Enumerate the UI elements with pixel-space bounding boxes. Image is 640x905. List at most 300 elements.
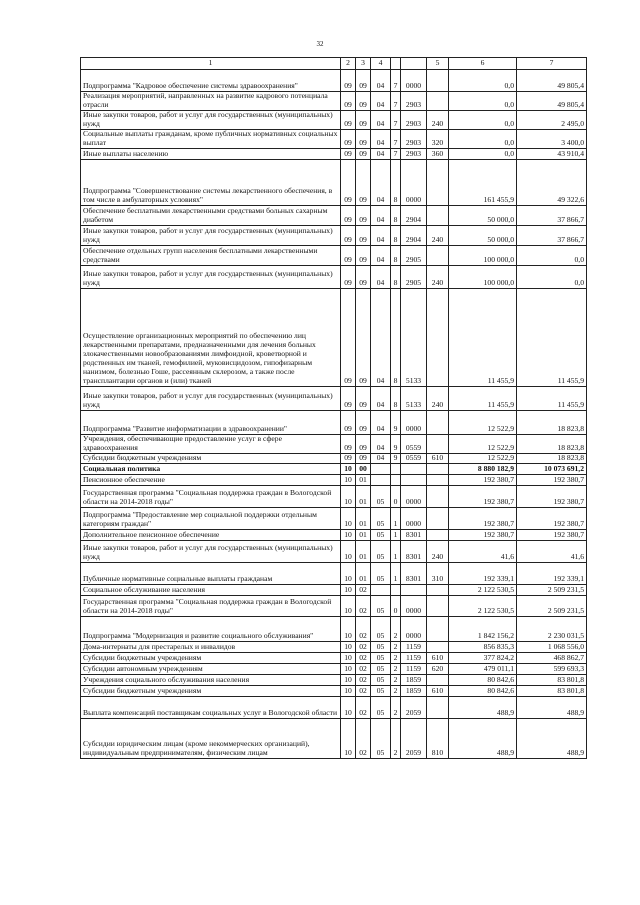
subprogram-code-cell: 9	[391, 453, 401, 463]
amount-year1-cell: 2 122 530,5	[449, 595, 517, 616]
amount-year1-cell: 50 000,0	[449, 205, 517, 225]
amount-year1-cell: 100 000,0	[449, 265, 517, 288]
program-code-cell: 04	[371, 92, 391, 111]
subprogram-code-cell: 2	[391, 696, 401, 718]
section-code-cell: 10	[341, 562, 356, 584]
direction-code-cell: 0000	[401, 70, 427, 92]
subprogram-code-cell: 9	[391, 434, 401, 453]
column-header: 6	[449, 58, 517, 70]
direction-code-cell: 5133	[401, 288, 427, 386]
amount-year2-cell: 2 230 031,5	[517, 616, 587, 641]
section-code-cell: 09	[341, 410, 356, 434]
row-name-cell: Осуществление организационных мероприятий по обеспечению лиц лекарственными препаратами, предназначенными для лечения больных злокачественными новообразованиями лимфоидной, кроветворной и родственных им тканей, гемофилией, муковисцидозом, гипофизарным нанизмом, болезнью Гоше, рассеянным склерозом, а также после трансплантации органов и (или) тканей	[81, 288, 341, 386]
table-row	[81, 159, 587, 205]
direction-code-cell	[401, 474, 427, 485]
expense-type-cell	[427, 616, 449, 641]
amount-year1-cell: 192 380,7	[449, 507, 517, 529]
subsection-code-cell: 09	[356, 288, 371, 386]
direction-code-cell: 2059	[401, 696, 427, 718]
subprogram-code-cell: 2	[391, 718, 401, 758]
program-code-cell: 04	[371, 159, 391, 205]
direction-code-cell: 2903	[401, 110, 427, 129]
table-row	[81, 386, 587, 410]
subprogram-code-cell: 1	[391, 529, 401, 540]
row-name-cell: Иные выплаты населению	[81, 148, 341, 159]
subprogram-code-cell: 8	[391, 288, 401, 386]
section-code-cell: 09	[341, 129, 356, 148]
subsection-code-cell: 01	[356, 540, 371, 562]
amount-year2-cell: 192 380,7	[517, 474, 587, 485]
table-row	[81, 562, 587, 584]
direction-code-cell: 8301	[401, 562, 427, 584]
table-row	[81, 245, 587, 265]
program-code-cell: 04	[371, 225, 391, 245]
direction-code-cell: 0000	[401, 485, 427, 507]
table-row	[81, 696, 587, 718]
program-code-cell: 04	[371, 288, 391, 386]
amount-year2-cell: 192 339,1	[517, 562, 587, 584]
table-row	[81, 70, 587, 92]
expense-type-cell	[427, 434, 449, 453]
column-header: 2	[341, 58, 356, 70]
subsection-code-cell: 09	[356, 92, 371, 111]
table-row	[81, 674, 587, 685]
amount-year1-cell: 100 000,0	[449, 245, 517, 265]
column-header: 1	[81, 58, 341, 70]
direction-code-cell: 1859	[401, 685, 427, 696]
section-code-cell: 10	[341, 696, 356, 718]
direction-code-cell: 8301	[401, 540, 427, 562]
table-row	[81, 148, 587, 159]
column-header: 4	[371, 58, 391, 70]
table-row	[81, 641, 587, 652]
section-code-cell: 10	[341, 674, 356, 685]
expense-type-cell	[427, 529, 449, 540]
section-code-cell: 09	[341, 110, 356, 129]
subsection-code-cell: 02	[356, 685, 371, 696]
subsection-code-cell: 02	[356, 595, 371, 616]
amount-year2-cell: 192 380,7	[517, 507, 587, 529]
direction-code-cell: 1159	[401, 641, 427, 652]
table-row	[81, 288, 587, 386]
expense-type-cell: 240	[427, 265, 449, 288]
subsection-code-cell: 02	[356, 616, 371, 641]
direction-code-cell: 2903	[401, 129, 427, 148]
subprogram-code-cell: 8	[391, 225, 401, 245]
expense-type-cell: 610	[427, 453, 449, 463]
amount-year1-cell: 488,9	[449, 718, 517, 758]
table-row	[81, 663, 587, 674]
subprogram-code-cell: 0	[391, 595, 401, 616]
amount-year2-cell: 0,0	[517, 265, 587, 288]
subsection-code-cell: 00	[356, 463, 371, 474]
subprogram-code-cell: 2	[391, 674, 401, 685]
amount-year1-cell: 50 000,0	[449, 225, 517, 245]
section-code-cell: 09	[341, 70, 356, 92]
table-header-row	[81, 58, 587, 70]
expense-type-cell	[427, 474, 449, 485]
subsection-code-cell: 01	[356, 485, 371, 507]
expense-type-cell: 610	[427, 652, 449, 663]
program-code-cell: 05	[371, 529, 391, 540]
subsection-code-cell: 01	[356, 562, 371, 584]
program-code-cell: 05	[371, 562, 391, 584]
section-code-cell: 09	[341, 148, 356, 159]
row-name-cell: Субсидии юридическим лицам (кроме некоммерческих организаций), индивидуальным предпринимателям, физическим лицам	[81, 718, 341, 758]
program-code-cell: 04	[371, 70, 391, 92]
amount-year2-cell: 2 509 231,5	[517, 584, 587, 595]
amount-year2-cell: 18 823,8	[517, 410, 587, 434]
subprogram-code-cell: 2	[391, 652, 401, 663]
subprogram-code-cell: 8	[391, 245, 401, 265]
amount-year1-cell: 479 011,1	[449, 663, 517, 674]
table-row	[81, 474, 587, 485]
section-code-cell: 10	[341, 507, 356, 529]
direction-code-cell: 2905	[401, 265, 427, 288]
subsection-code-cell: 09	[356, 386, 371, 410]
expense-type-cell	[427, 245, 449, 265]
section-code-cell: 09	[341, 225, 356, 245]
row-name-cell: Учреждения социального обслуживания населения	[81, 674, 341, 685]
program-code-cell: 05	[371, 718, 391, 758]
amount-year1-cell: 1 842 156,2	[449, 616, 517, 641]
expense-type-cell: 310	[427, 562, 449, 584]
section-code-cell: 09	[341, 245, 356, 265]
program-code-cell: 04	[371, 148, 391, 159]
subsection-code-cell: 09	[356, 148, 371, 159]
program-code-cell: 05	[371, 674, 391, 685]
subsection-code-cell: 09	[356, 225, 371, 245]
table-row	[81, 529, 587, 540]
direction-code-cell: 0000	[401, 410, 427, 434]
amount-year2-cell: 41,6	[517, 540, 587, 562]
amount-year1-cell: 0,0	[449, 129, 517, 148]
program-code-cell: 04	[371, 129, 391, 148]
amount-year2-cell: 37 866,7	[517, 205, 587, 225]
row-name-cell: Дома-интернаты для престарелых и инвалидов	[81, 641, 341, 652]
amount-year1-cell: 11 455,9	[449, 386, 517, 410]
amount-year2-cell: 192 380,7	[517, 529, 587, 540]
direction-code-cell: 1859	[401, 674, 427, 685]
expense-type-cell: 320	[427, 129, 449, 148]
amount-year1-cell: 0,0	[449, 70, 517, 92]
subprogram-code-cell: 7	[391, 129, 401, 148]
row-name-cell: Учреждения, обеспечивающие предоставление услуг в сфере здравоохранения	[81, 434, 341, 453]
expense-type-cell	[427, 205, 449, 225]
program-code-cell: 05	[371, 652, 391, 663]
row-name-cell: Публичные нормативные социальные выплаты гражданам	[81, 562, 341, 584]
table-row	[81, 205, 587, 225]
program-code-cell	[371, 463, 391, 474]
subsection-code-cell: 02	[356, 584, 371, 595]
amount-year2-cell: 1 068 556,0	[517, 641, 587, 652]
section-code-cell: 09	[341, 265, 356, 288]
amount-year1-cell: 192 380,7	[449, 529, 517, 540]
amount-year2-cell: 49 805,4	[517, 70, 587, 92]
expense-type-cell	[427, 696, 449, 718]
amount-year1-cell: 0,0	[449, 110, 517, 129]
subprogram-code-cell: 7	[391, 70, 401, 92]
subsection-code-cell: 09	[356, 110, 371, 129]
program-code-cell: 05	[371, 663, 391, 674]
expense-type-cell: 620	[427, 663, 449, 674]
section-code-cell: 10	[341, 685, 356, 696]
amount-year1-cell: 192 339,1	[449, 562, 517, 584]
subprogram-code-cell: 8	[391, 265, 401, 288]
section-code-cell: 09	[341, 205, 356, 225]
amount-year1-cell: 0,0	[449, 148, 517, 159]
subprogram-code-cell: 1	[391, 540, 401, 562]
page-number: 32	[316, 40, 324, 48]
amount-year1-cell: 8 880 182,9	[449, 463, 517, 474]
expense-type-cell: 240	[427, 225, 449, 245]
amount-year1-cell: 12 522,9	[449, 410, 517, 434]
subprogram-code-cell: 0	[391, 485, 401, 507]
column-header	[391, 58, 401, 70]
table-row	[81, 595, 587, 616]
direction-code-cell: 0000	[401, 595, 427, 616]
program-code-cell: 05	[371, 685, 391, 696]
section-code-cell: 10	[341, 463, 356, 474]
row-name-cell: Подпрограмма "Совершенствование системы лекарственного обеспечения, в том числе в амбулаторных условиях"	[81, 159, 341, 205]
program-code-cell: 05	[371, 641, 391, 652]
program-code-cell: 05	[371, 485, 391, 507]
table-row	[81, 453, 587, 463]
table-row	[81, 485, 587, 507]
direction-code-cell: 2905	[401, 245, 427, 265]
amount-year1-cell: 856 835,3	[449, 641, 517, 652]
expense-type-cell	[427, 159, 449, 205]
table-row	[81, 434, 587, 453]
table-row	[81, 652, 587, 663]
program-code-cell: 05	[371, 595, 391, 616]
direction-code-cell: 2903	[401, 92, 427, 111]
amount-year1-cell: 488,9	[449, 696, 517, 718]
direction-code-cell: 0000	[401, 159, 427, 205]
amount-year1-cell: 192 380,7	[449, 474, 517, 485]
subsection-code-cell: 09	[356, 245, 371, 265]
amount-year1-cell: 2 122 530,5	[449, 584, 517, 595]
row-name-cell: Подпрограмма "Развитие информатизации в здравоохранении"	[81, 410, 341, 434]
subprogram-code-cell	[391, 474, 401, 485]
direction-code-cell: 0000	[401, 507, 427, 529]
amount-year2-cell: 18 823,8	[517, 453, 587, 463]
subsection-code-cell: 09	[356, 434, 371, 453]
section-code-cell: 10	[341, 529, 356, 540]
amount-year2-cell: 11 455,9	[517, 288, 587, 386]
program-code-cell	[371, 474, 391, 485]
section-code-cell: 09	[341, 386, 356, 410]
direction-code-cell: 5133	[401, 386, 427, 410]
amount-year2-cell: 49 322,6	[517, 159, 587, 205]
subsection-code-cell: 02	[356, 641, 371, 652]
amount-year2-cell: 488,9	[517, 718, 587, 758]
expense-type-cell: 610	[427, 685, 449, 696]
table-row	[81, 265, 587, 288]
program-code-cell: 04	[371, 386, 391, 410]
program-code-cell: 05	[371, 696, 391, 718]
program-code-cell	[371, 584, 391, 595]
expense-type-cell	[427, 507, 449, 529]
subsection-code-cell: 02	[356, 674, 371, 685]
row-name-cell: Субсидии бюджетным учреждениям	[81, 652, 341, 663]
subsection-code-cell: 09	[356, 453, 371, 463]
subsection-code-cell: 09	[356, 265, 371, 288]
program-code-cell: 05	[371, 616, 391, 641]
table-row	[81, 718, 587, 758]
section-code-cell: 10	[341, 485, 356, 507]
amount-year2-cell: 192 380,7	[517, 485, 587, 507]
direction-code-cell: 0559	[401, 453, 427, 463]
subprogram-code-cell: 2	[391, 641, 401, 652]
expense-type-cell	[427, 410, 449, 434]
direction-code-cell: 2904	[401, 205, 427, 225]
subprogram-code-cell: 9	[391, 410, 401, 434]
amount-year1-cell: 12 522,9	[449, 434, 517, 453]
direction-code-cell: 1159	[401, 652, 427, 663]
subprogram-code-cell: 2	[391, 663, 401, 674]
row-name-cell: Социальные выплаты гражданам, кроме публичных нормативных социальных выплат	[81, 129, 341, 148]
expense-type-cell: 240	[427, 386, 449, 410]
amount-year1-cell: 0,0	[449, 92, 517, 111]
row-name-cell: Государственная программа "Социальная поддержка граждан в Вологодской области на 2014-2018 годы"	[81, 595, 341, 616]
table-row	[81, 92, 587, 111]
section-code-cell: 09	[341, 434, 356, 453]
row-name-cell: Подпрограмма "Модернизация и развитие социального обслуживания"	[81, 616, 341, 641]
section-code-cell: 10	[341, 584, 356, 595]
subprogram-code-cell	[391, 584, 401, 595]
subsection-code-cell: 09	[356, 159, 371, 205]
subsection-code-cell: 02	[356, 696, 371, 718]
direction-code-cell: 2059	[401, 718, 427, 758]
row-name-cell: Субсидии автономным учреждениям	[81, 663, 341, 674]
section-code-cell: 10	[341, 616, 356, 641]
section-code-cell: 09	[341, 159, 356, 205]
section-code-cell: 10	[341, 718, 356, 758]
row-name-cell: Подпрограмма "Кадровое обеспечение системы здравоохранения"	[81, 70, 341, 92]
amount-year1-cell: 11 455,9	[449, 288, 517, 386]
amount-year1-cell: 192 380,7	[449, 485, 517, 507]
subsection-code-cell: 01	[356, 529, 371, 540]
row-name-cell: Иные закупки товаров, работ и услуг для государственных (муниципальных) нужд	[81, 265, 341, 288]
subprogram-code-cell	[391, 463, 401, 474]
expense-type-cell	[427, 463, 449, 474]
program-code-cell: 04	[371, 205, 391, 225]
subprogram-code-cell: 8	[391, 205, 401, 225]
table-row	[81, 225, 587, 245]
row-name-cell: Дополнительное пенсионное обеспечение	[81, 529, 341, 540]
direction-code-cell: 2903	[401, 148, 427, 159]
row-name-cell: Выплата компенсаций поставщикам социальных услуг в Вологодской области	[81, 696, 341, 718]
amount-year1-cell: 377 824,2	[449, 652, 517, 663]
row-name-cell: Субсидии бюджетным учреждениям	[81, 685, 341, 696]
program-code-cell: 04	[371, 410, 391, 434]
expense-type-cell: 240	[427, 540, 449, 562]
subprogram-code-cell: 2	[391, 616, 401, 641]
expense-type-cell	[427, 288, 449, 386]
amount-year2-cell: 11 455,9	[517, 386, 587, 410]
table-row	[81, 463, 587, 474]
section-code-cell: 10	[341, 652, 356, 663]
subsection-code-cell: 09	[356, 70, 371, 92]
amount-year2-cell: 468 862,7	[517, 652, 587, 663]
subprogram-code-cell: 1	[391, 562, 401, 584]
amount-year1-cell: 12 522,9	[449, 453, 517, 463]
direction-code-cell: 8301	[401, 529, 427, 540]
row-name-cell: Иные закупки товаров, работ и услуг для государственных (муниципальных) нужд	[81, 386, 341, 410]
direction-code-cell: 0000	[401, 616, 427, 641]
amount-year2-cell: 49 805,4	[517, 92, 587, 111]
subsection-code-cell: 02	[356, 718, 371, 758]
amount-year2-cell: 0,0	[517, 245, 587, 265]
subprogram-code-cell: 1	[391, 507, 401, 529]
section-code-cell: 10	[341, 641, 356, 652]
program-code-cell: 05	[371, 507, 391, 529]
amount-year2-cell: 83 801,8	[517, 685, 587, 696]
section-code-cell: 09	[341, 92, 356, 111]
amount-year2-cell: 37 866,7	[517, 225, 587, 245]
expense-type-cell	[427, 485, 449, 507]
program-code-cell: 04	[371, 265, 391, 288]
amount-year2-cell: 488,9	[517, 696, 587, 718]
column-header	[401, 58, 427, 70]
row-name-cell: Социальное обслуживание населения	[81, 584, 341, 595]
column-header: 7	[517, 58, 587, 70]
expense-type-cell	[427, 92, 449, 111]
expense-type-cell	[427, 70, 449, 92]
amount-year2-cell: 18 823,8	[517, 434, 587, 453]
section-code-cell: 09	[341, 453, 356, 463]
direction-code-cell: 2904	[401, 225, 427, 245]
amount-year1-cell: 161 455,9	[449, 159, 517, 205]
table-row	[81, 685, 587, 696]
program-code-cell: 04	[371, 453, 391, 463]
direction-code-cell	[401, 584, 427, 595]
amount-year2-cell: 2 495,0	[517, 110, 587, 129]
section-code-cell: 10	[341, 474, 356, 485]
amount-year2-cell: 83 801,8	[517, 674, 587, 685]
table-row	[81, 507, 587, 529]
program-code-cell: 05	[371, 540, 391, 562]
direction-code-cell: 0559	[401, 434, 427, 453]
row-name-cell: Иные закупки товаров, работ и услуг для государственных (муниципальных) нужд	[81, 110, 341, 129]
column-header: 5	[427, 58, 449, 70]
subprogram-code-cell: 8	[391, 386, 401, 410]
subprogram-code-cell: 2	[391, 685, 401, 696]
amount-year2-cell: 3 400,0	[517, 129, 587, 148]
table-row	[81, 110, 587, 129]
expense-type-cell: 240	[427, 110, 449, 129]
program-code-cell: 04	[371, 110, 391, 129]
subsection-code-cell: 01	[356, 474, 371, 485]
section-code-cell: 10	[341, 540, 356, 562]
column-header: 3	[356, 58, 371, 70]
section-code-cell: 09	[341, 288, 356, 386]
row-name-cell: Субсидии бюджетным учреждениям	[81, 453, 341, 463]
expense-type-cell	[427, 595, 449, 616]
amount-year1-cell: 80 842,6	[449, 674, 517, 685]
row-name-cell: Иные закупки товаров, работ и услуг для государственных (муниципальных) нужд	[81, 540, 341, 562]
amount-year2-cell: 43 910,4	[517, 148, 587, 159]
subprogram-code-cell: 7	[391, 148, 401, 159]
expense-type-cell: 360	[427, 148, 449, 159]
expense-type-cell: 810	[427, 718, 449, 758]
table-row	[81, 584, 587, 595]
program-code-cell: 04	[371, 434, 391, 453]
amount-year1-cell: 41,6	[449, 540, 517, 562]
direction-code-cell	[401, 463, 427, 474]
row-name-cell: Иные закупки товаров, работ и услуг для государственных (муниципальных) нужд	[81, 225, 341, 245]
